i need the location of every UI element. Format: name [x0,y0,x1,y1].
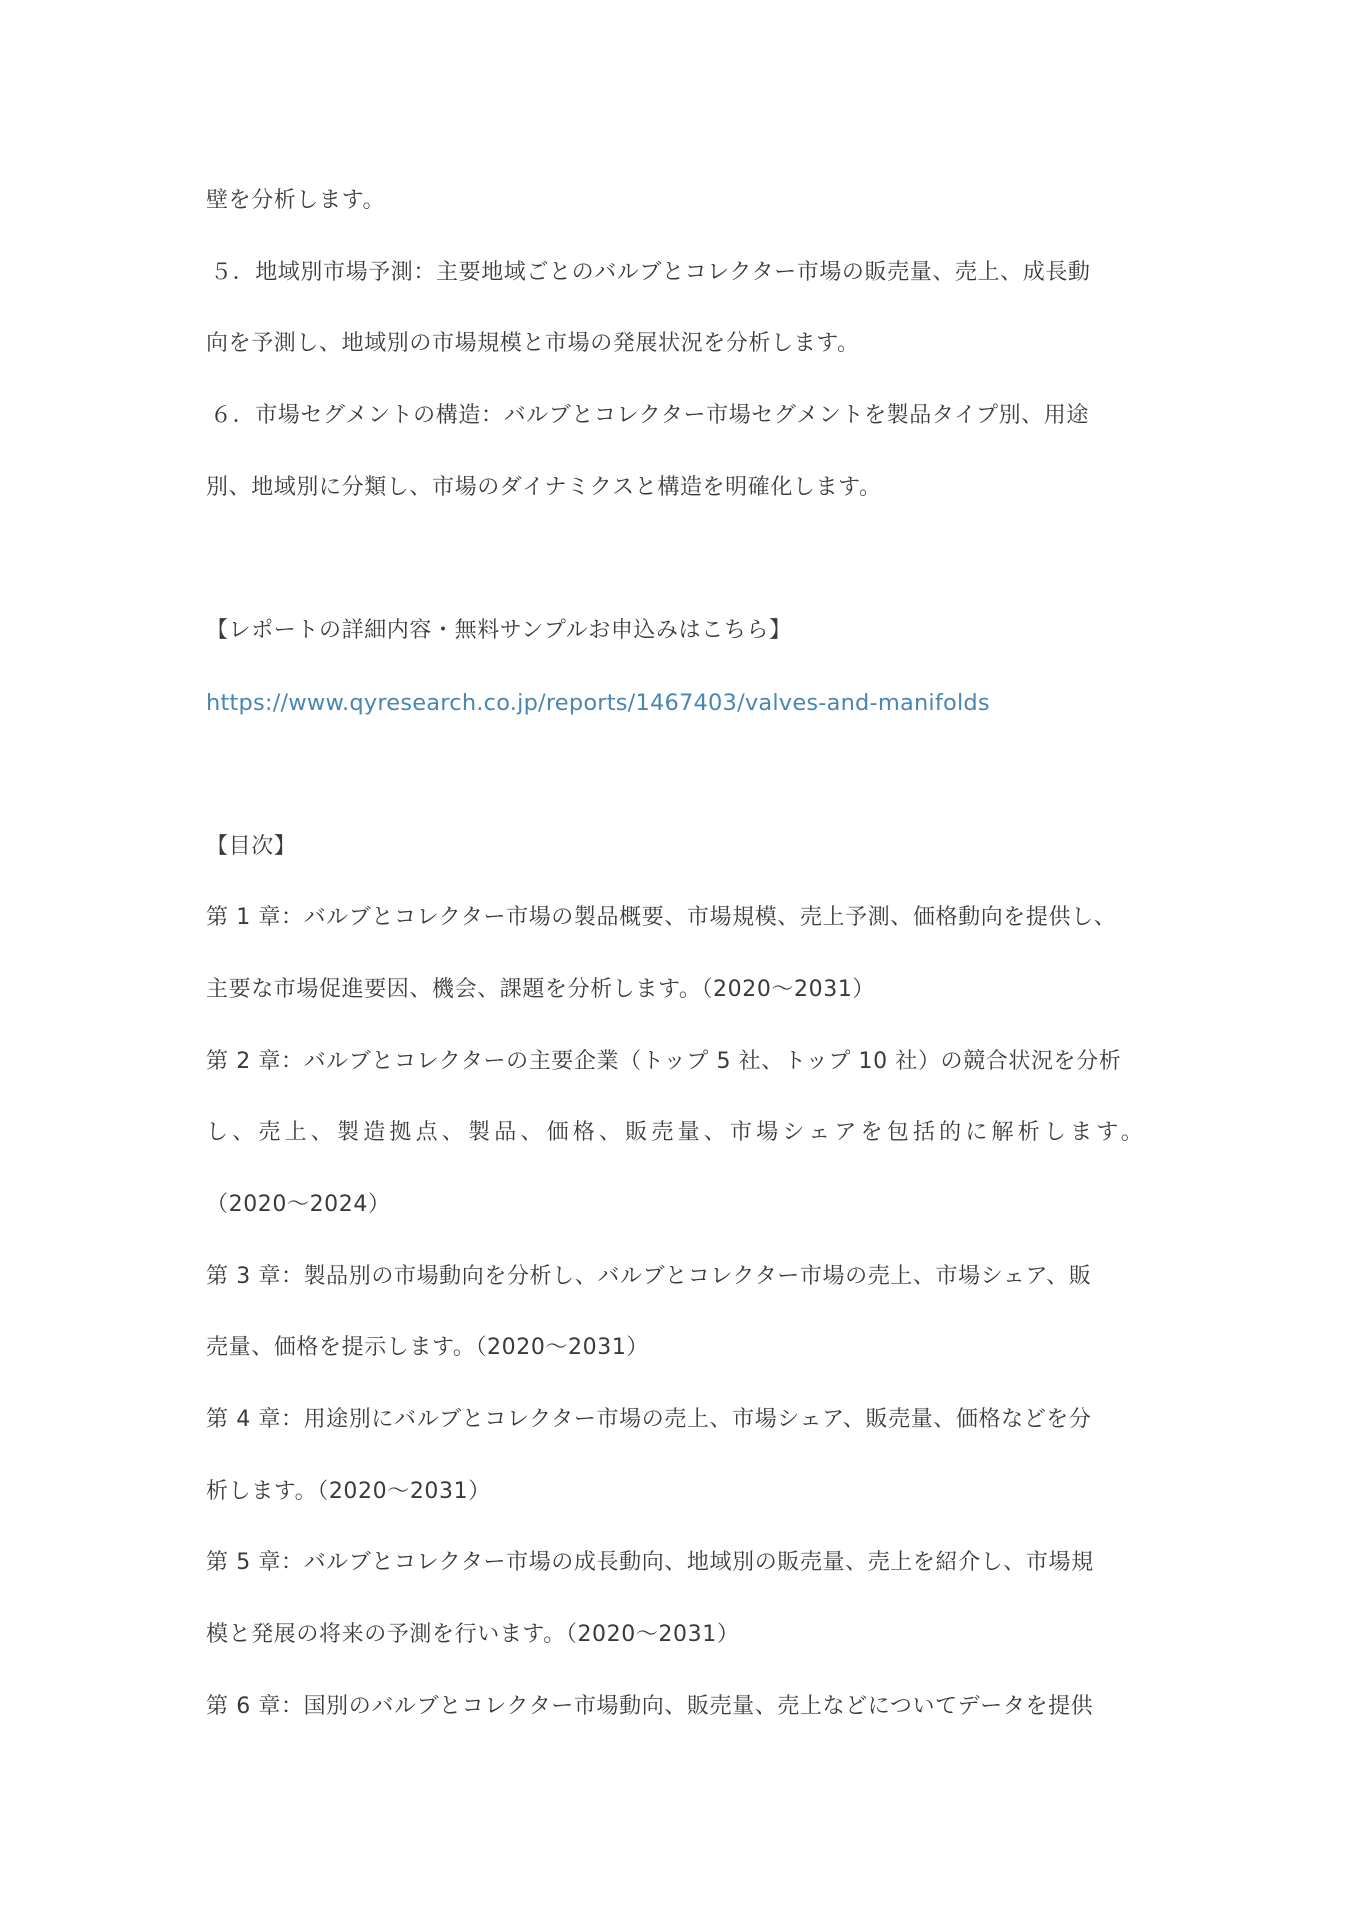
body-text-line: 向を予測し、地域別の市場規模と市場の発展状況を分析します。 [206,331,860,356]
toc-line: 第 5 章：バルブとコレクター市場の成長動向、地域別の販売量、売上を紹介し、市場規 [206,1550,1094,1575]
toc-line: 析します。（2020～2031） [206,1479,491,1504]
toc-line: 第 2 章：バルブとコレクターの主要企業（トップ 5 社、トップ 10 社）の競合状況を分析 [206,1049,1122,1074]
body-text-line: ６．市場セグメントの構造：バルブとコレクター市場セグメントを製品タイプ別、用途 [210,403,1089,428]
toc-heading: 【目次】 [206,834,297,859]
report-heading: 【レポートの詳細内容・無料サンプルお申込みはこちら】 [206,618,792,643]
toc-line: 模と発展の将来の予測を行います。（2020～2031） [206,1622,740,1647]
toc-line: 第 3 章：製品別の市場動向を分析し、バルブとコレクター市場の売上、市場シェア、販 [206,1264,1092,1289]
toc-line: 売量、価格を提示します。（2020～2031） [206,1335,650,1360]
report-link[interactable]: https://www.qyresearch.co.jp/reports/1467403/valves-and-manifolds [206,690,990,716]
toc-line: （2020～2024） [206,1192,391,1217]
toc-line: 主要な市場促進要因、機会、課題を分析します。（2020～2031） [206,977,876,1002]
body-text-line: 壁を分析します。 [206,188,386,213]
body-text-line: 別、地域別に分類し、市場のダイナミクスと構造を明確化します。 [206,475,882,500]
toc-line: し、売上、製造拠点、製品、価格、販売量、市場シェアを包括的に解析します。 [206,1120,1148,1145]
body-text-line: ５．地域別市場予測：主要地域ごとのバルブとコレクター市場の販売量、売上、成長動 [210,260,1091,285]
toc-line: 第 6 章：国別のバルブとコレクター市場動向、販売量、売上などについてデータを提供 [206,1694,1094,1719]
toc-line: 第 4 章：用途別にバルブとコレクター市場の売上、市場シェア、販売量、価格などを分 [206,1407,1092,1432]
document-page [206,0,1162,1920]
toc-line: 第 1 章：バルブとコレクター市場の製品概要、市場規模、売上予測、価格動向を提供し、 [206,905,1117,930]
